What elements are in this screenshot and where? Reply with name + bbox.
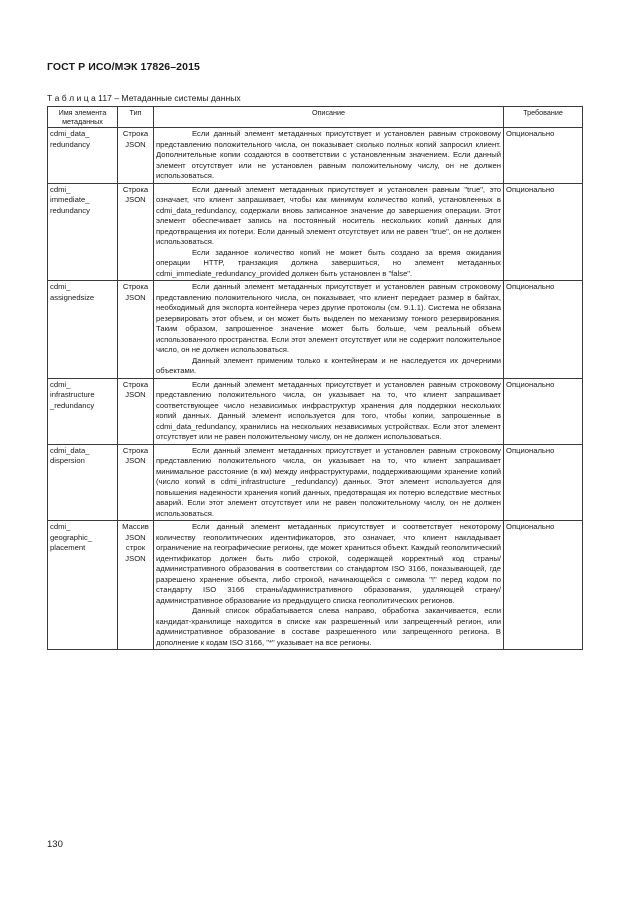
table-row — [48, 444, 583, 521]
description-paragraph: Если данный элемент метаданных присутствует и установлен равным строковому представлению положительного числа, он показывает, что клиент передает размер в байтах, необходимый для экспорта контейнера через другие протоколы (см. 9.1.1). Система не обязана резервировать этот объем, и он может быть выделен по механизму тонкого резервирования. Таким образом, запрошенное значение может быть больше, чем реальный объем использованного пространства. Если этот элемент отсутствует или не содержит положительное число, он не должен использоваться. — [156, 282, 501, 355]
column-header-name: Имя элемента метаданных — [48, 107, 118, 128]
row-type-cell: Массив JSON строк JSON — [118, 521, 154, 650]
row-description-cell — [154, 521, 504, 650]
row-type-cell: Строка JSON — [118, 281, 154, 379]
description-paragraph: Если данный элемент метаданных присутствует и установлен равным строковому представлению положительного числа, он показывает сколько полных копий запросил клиент. Дополнительные копии создаются в соответствии с установленным значением. Если данный элемент отсутствует или не установлен равным положительному числу, он не должен использоваться. — [156, 129, 501, 181]
row-name-cell: cdmi_ immediate_ redundancy — [48, 183, 118, 281]
row-type-cell: Строка JSON — [118, 444, 154, 521]
table-row — [48, 183, 583, 281]
row-requirement-cell: Опционально — [504, 444, 583, 521]
row-requirement-cell: Опционально — [504, 183, 583, 281]
row-name-cell: cdmi_ infrastructure _redundancy — [48, 378, 118, 444]
column-header-description: Описание — [154, 107, 504, 128]
description-paragraph: Если данный элемент метаданных присутствует и установлен равным "true", это означает, что клиент запрашивает, чтобы как минимум количество копий, установленных в cdmi_data_redundancy, содержали вновь записанное значение до завершения операции. Этот элемент обеспечивает запись на постоянный носитель нескольких копий данных для предотвращения их потери. Если данный элемент отсутствует или не равен "true", он не должен использоваться. — [156, 184, 501, 247]
row-type-cell: Строка JSON — [118, 378, 154, 444]
row-type-cell: Строка JSON — [118, 183, 154, 281]
row-requirement-cell: Опционально — [504, 378, 583, 444]
document-header: ГОСТ Р ИСО/МЭК 17826–2015 — [47, 61, 200, 73]
table-header-row — [48, 107, 583, 128]
row-name-cell: cdmi_ assignedsize — [48, 281, 118, 379]
table-row — [48, 128, 583, 184]
row-name-cell: cdmi_data_ dispersion — [48, 444, 118, 521]
row-description-cell — [154, 281, 504, 379]
description-paragraph: Если заданное количество копий не может быть создано за время ожидания операции HTTP, транзакция должна завершиться, но элемент метаданных cdmi_immediate_redundancy_provided должен быть установлен в "false". — [156, 247, 501, 278]
description-paragraph: Данный элемент применим только к контейнерам и не наследуется их дочерними объектами. — [156, 355, 501, 376]
row-requirement-cell: Опционально — [504, 521, 583, 650]
row-name-cell: cdmi_ geographic_ placement — [48, 521, 118, 650]
table-row — [48, 281, 583, 379]
row-requirement-cell: Опционально — [504, 128, 583, 184]
row-description-cell — [154, 183, 504, 281]
description-paragraph: Если данный элемент метаданных присутствует и установлен равным строковому представлению положительного числа, он указывает на то, что клиент запрашивает соответствующее число независимых инфраструктур хранения для поддержки нескольких копий данных. Данный элемент используется для того, чтобы копии, запрошенные в cdmi_data_redundancy, хранились на нескольких независимых устройствах. Если этот элемент отсутствует или не равен положительному числу, он не должен использоваться. — [156, 379, 501, 442]
table-row — [48, 521, 583, 650]
description-paragraph: Если данный элемент метаданных присутствует и соответствует некоторому количеству геополитических идентификаторов, это означает, что клиент накладывает ограничение на географические регионы, где может храниться объект. Каждый геополитический идентификатор должен быть либо строкой, содержащей корректный код страны/административного образования в соответствии со стандартом ISO 3166, показывающей, где разрешено хранение объекта, либо строкой, начинающейся с символа "!" перед кодом по стандарту ISO 3166 страны/административного образования, удаляющей страну/административное образование из предыдущего списка геополитических регионов. — [156, 522, 501, 605]
metadata-table — [47, 106, 583, 650]
column-header-requirement: Требование — [504, 107, 583, 128]
table-row — [48, 378, 583, 444]
page-number: 130 — [47, 839, 63, 850]
row-description-cell — [154, 378, 504, 444]
row-requirement-cell: Опционально — [504, 281, 583, 379]
column-header-type: Тип — [118, 107, 154, 128]
row-type-cell: Строка JSON — [118, 128, 154, 184]
description-paragraph: Данный список обрабатывается слева направо, обработка заканчивается, если кандидат-хранилище находится в списке как разрешенный или запрещенный регион, или административное образование в составе разрешенного или запрещенного региона. В дополнение к кодам ISO 3166, "*" указывает на все регионы. — [156, 606, 501, 647]
row-description-cell — [154, 128, 504, 184]
row-name-cell: cdmi_data_ redundancy — [48, 128, 118, 184]
table-caption: Т а б л и ц а 117 – Метаданные системы данных — [47, 93, 241, 103]
description-paragraph: Если данный элемент метаданных присутствует и установлен равным строковому представлению положительного числа, он указывает на то, что клиент запрашивает минимальное расстояние (в км) между инфраструктурами, поддерживающими хранение копий (число копий в cdmi_infrastructure _redundancy) данных. Этот элемент используется для повышения надежности хранения копий данных, предотвращая их потерю вследствие местных аварий. Если этот элемент отсутствует или не равен положительному числу, он не должен использоваться. — [156, 445, 501, 518]
row-description-cell — [154, 444, 504, 521]
